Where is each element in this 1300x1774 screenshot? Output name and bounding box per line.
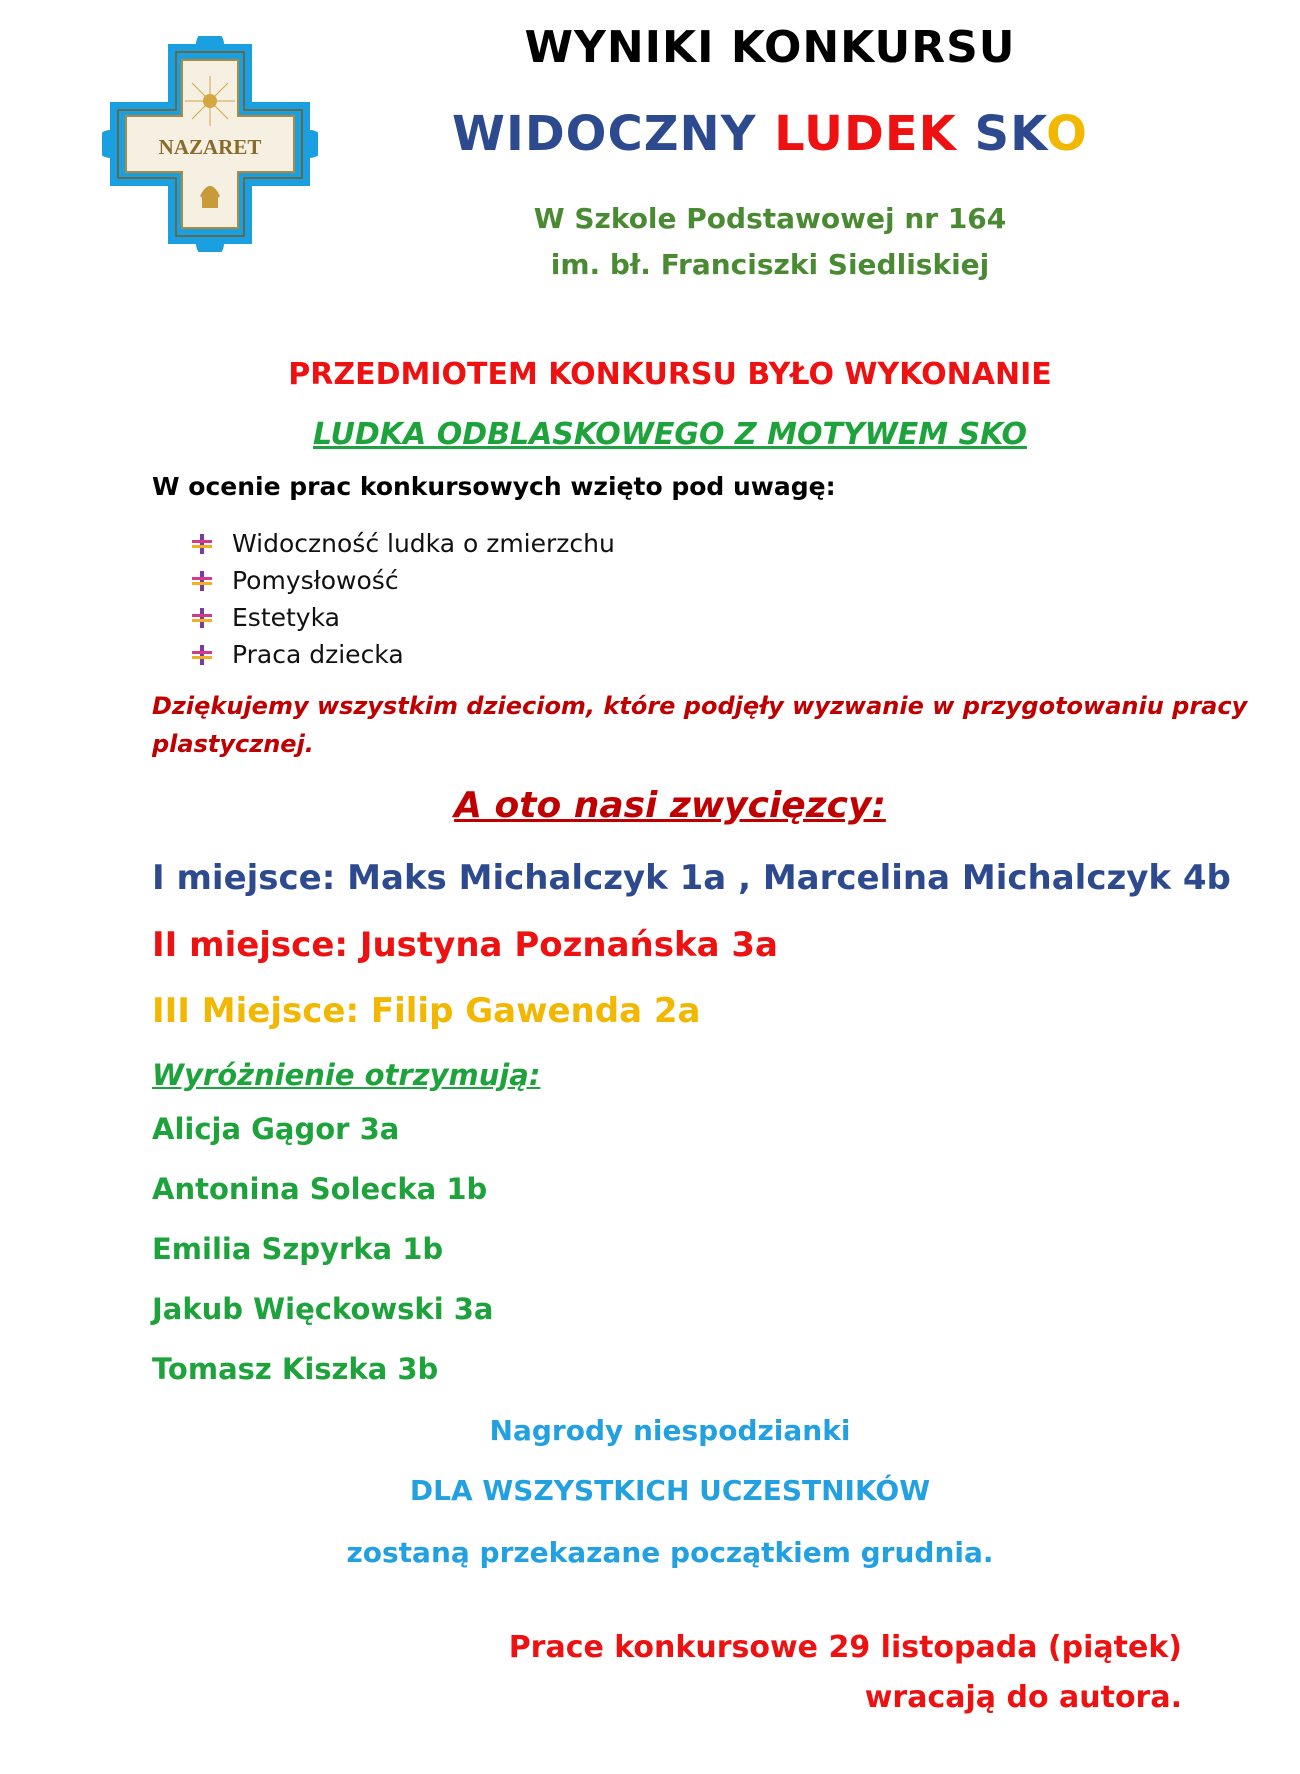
winners-heading: A oto nasi zwycięzcy:	[454, 785, 886, 826]
criteria-item-label: Pomysłowość	[232, 566, 399, 595]
distinction-name: Emilia Szpyrka 1b	[152, 1232, 444, 1266]
prizes-line2: DLA WSZYSTKICH UCZESTNIKÓW	[409, 1474, 931, 1507]
prizes-line1: Nagrody niespodzianki	[489, 1414, 851, 1447]
subject-line1: PRZEDMIOTEM KONKURSU BYŁO WYKONANIE	[288, 357, 1052, 392]
third-place: III Miejsce: Filip Gawenda 2a	[152, 991, 701, 1031]
criteria-item-label: Widoczność ludka o zmierzchu	[232, 529, 615, 558]
plus-bullet-icon	[190, 643, 214, 667]
prizes-line3: zostaną przekazane początkiem grudnia.	[346, 1536, 994, 1569]
criteria-list	[190, 525, 615, 673]
distinctions-heading: Wyróżnienie otrzymują:	[152, 1058, 541, 1092]
page-title: WYNIKI KONKURSU	[524, 22, 1016, 73]
plus-bullet-icon	[190, 569, 214, 593]
subject-line2: LUDKA ODBLASKOWEGO Z MOTYWEM SKO	[313, 417, 1027, 452]
distinction-name: Jakub Więckowski 3a	[152, 1292, 494, 1326]
criteria-intro: W ocenie prac konkursowych wzięto pod uwagę:	[152, 472, 836, 501]
return-note-line2: wracają do autora.	[864, 1680, 1182, 1715]
page-subtitle	[0, 106, 1300, 162]
distinction-name: Tomasz Kiszka 3b	[152, 1352, 439, 1386]
criteria-item	[190, 636, 615, 673]
school-name-line1: W Szkole Podstawowej nr 164	[533, 202, 1007, 235]
second-place: II miejsce: Justyna Poznańska 3a	[152, 925, 778, 965]
school-name-line2: im. bł. Franciszki Siedliskiej	[550, 248, 990, 281]
distinction-name: Alicja Gągor 3a	[152, 1112, 400, 1146]
first-place: I miejsce: Maks Michalczyk 1a , Marcelina Michalczyk 4b	[152, 858, 1231, 898]
subtitle-part-ludek: LUDEK	[774, 106, 975, 162]
plus-bullet-icon	[190, 532, 214, 556]
distinctions-list	[152, 1112, 494, 1412]
return-note-line1: Prace konkursowe 29 listopada (piątek)	[508, 1630, 1182, 1665]
thanks-line1: Dziękujemy wszystkim dzieciom, które podjęły wyzwanie w przygotowaniu pracy	[152, 692, 1248, 720]
criteria-item-label: Praca dziecka	[232, 640, 404, 669]
criteria-item	[190, 525, 615, 562]
logo-text: NAZARET	[158, 135, 262, 159]
subtitle-part-widoczny: WIDOCZNY	[452, 106, 775, 162]
subtitle-part-o: O	[1046, 106, 1088, 162]
thanks-line2: plastycznej.	[152, 730, 314, 758]
plus-bullet-icon	[190, 606, 214, 630]
criteria-item-label: Estetyka	[232, 603, 340, 632]
criteria-item	[190, 562, 615, 599]
distinction-name: Antonina Solecka 1b	[152, 1172, 488, 1206]
criteria-item	[190, 599, 615, 636]
subtitle-part-sk: SK	[974, 106, 1047, 162]
